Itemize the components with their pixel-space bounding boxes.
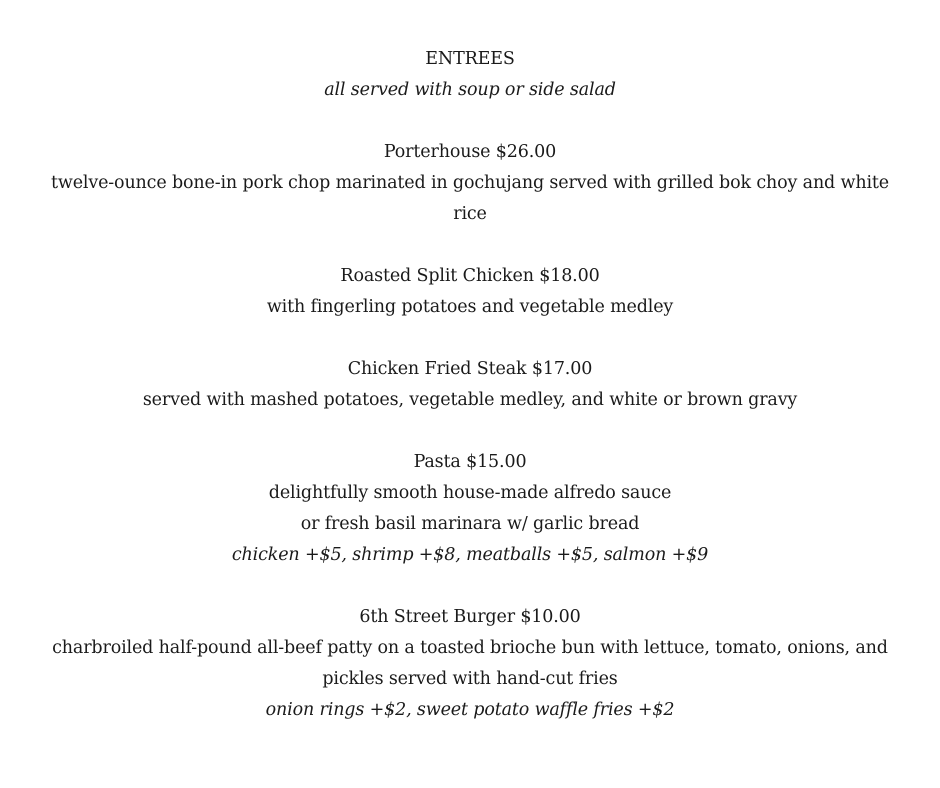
menu-item-6th-street-burger (0, 602, 940, 726)
spacer (0, 323, 940, 354)
menu-subtitle: all served with soup or side salad (324, 80, 616, 100)
item-name-price: Chicken Fried Steak $17.00 (347, 359, 593, 379)
item-name-price: Porterhouse $26.00 (383, 142, 557, 162)
menu (0, 44, 940, 726)
spacer (0, 416, 940, 447)
item-name-price: Pasta $15.00 (413, 452, 527, 472)
menu-item-pasta (0, 447, 940, 571)
item-description-line2: or fresh basil marinara w/ garlic bread (300, 514, 640, 534)
menu-item-porterhouse (0, 137, 940, 230)
item-description: charbroiled half-pound all-beef patty on a toasted brioche bun with lettuce, tomato, onions, and pickles served with hand-cut fries (52, 638, 888, 689)
item-addons: chicken +$5, shrimp +$8, meatballs +$5, salmon +$9 (231, 545, 709, 565)
item-name-price: Roasted Split Chicken $18.00 (340, 266, 600, 286)
menu-item-roasted-split-chicken (0, 261, 940, 323)
menu-item-chicken-fried-steak (0, 354, 940, 416)
item-name-price: 6th Street Burger $10.00 (359, 607, 581, 627)
item-description: twelve-ounce bone-in pork chop marinated in gochujang served with grilled bok choy and white rice (50, 173, 890, 224)
spacer (0, 106, 940, 137)
item-description: with fingerling potatoes and vegetable medley (266, 297, 674, 317)
item-addons: onion rings +$2, sweet potato waffle fries +$2 (265, 700, 675, 720)
item-description-line1: delightfully smooth house-made alfredo sauce (268, 483, 672, 503)
spacer (0, 230, 940, 261)
menu-title: ENTREES (425, 49, 515, 69)
spacer (0, 571, 940, 602)
item-description: served with mashed potatoes, vegetable medley, and white or brown gravy (142, 390, 798, 410)
